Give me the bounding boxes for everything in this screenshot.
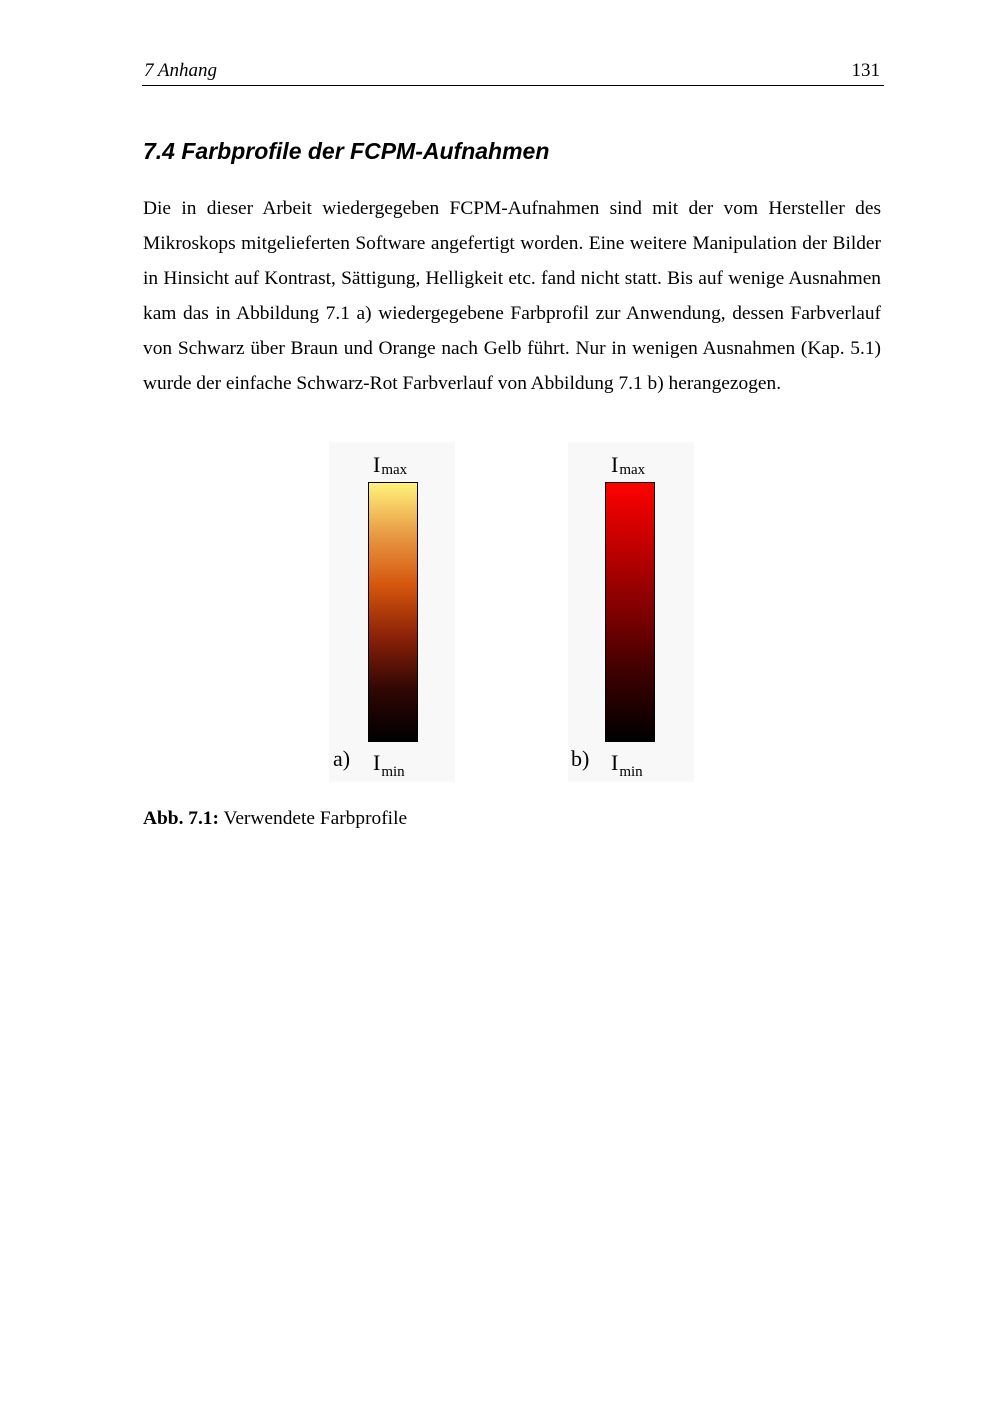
color-profile-bar-a (368, 482, 418, 742)
running-header (142, 58, 884, 86)
caption-text: Verwendete Farbprofile (218, 808, 408, 829)
panel-a-bottom-label: $I_{min}$ (373, 750, 405, 780)
section-title: 7.4 Farbprofile der FCPM-Aufnahmen (143, 138, 550, 164)
panel-b-bottom-label: $I_{min}$ (611, 750, 643, 780)
caption-label: Abb. 7.1: (143, 808, 219, 829)
panel-a-top-label: Imax (373, 452, 408, 478)
body-paragraph: Die in dieser Arbeit wiedergegeben FCPM-Aufnahmen sind mit der vom Hersteller des Mikroskops mitgelieferten Software angefertigt worden. Eine weitere Manipulation der Bilder in Hinsicht auf Kontrast, Sättigung, Helligkeit etc. fand nicht statt. Bis auf wenige Ausnahmen kam das in Abbildung 7.1 a) wiedergegebene Farbprofil zur Anwendung, dessen Farbverlauf von Schwarz über Braun und Orange nach Gelb führt. Nur in wenigen Ausnahmen (Kap. 5.1) wurde der einfache Schwarz-Rot Farbverlauf von Abbildung 7.1 b) herangezogen. (143, 198, 881, 394)
panel-b-top-label: Imax (611, 452, 646, 478)
panel-b-letter: b) (571, 746, 590, 771)
page-number: 131 (851, 60, 880, 81)
chapter-title: 7 Anhang (144, 60, 218, 81)
panel-a-letter: a) (333, 746, 351, 771)
color-profile-bar-b (605, 482, 655, 742)
figure-caption (143, 808, 407, 830)
